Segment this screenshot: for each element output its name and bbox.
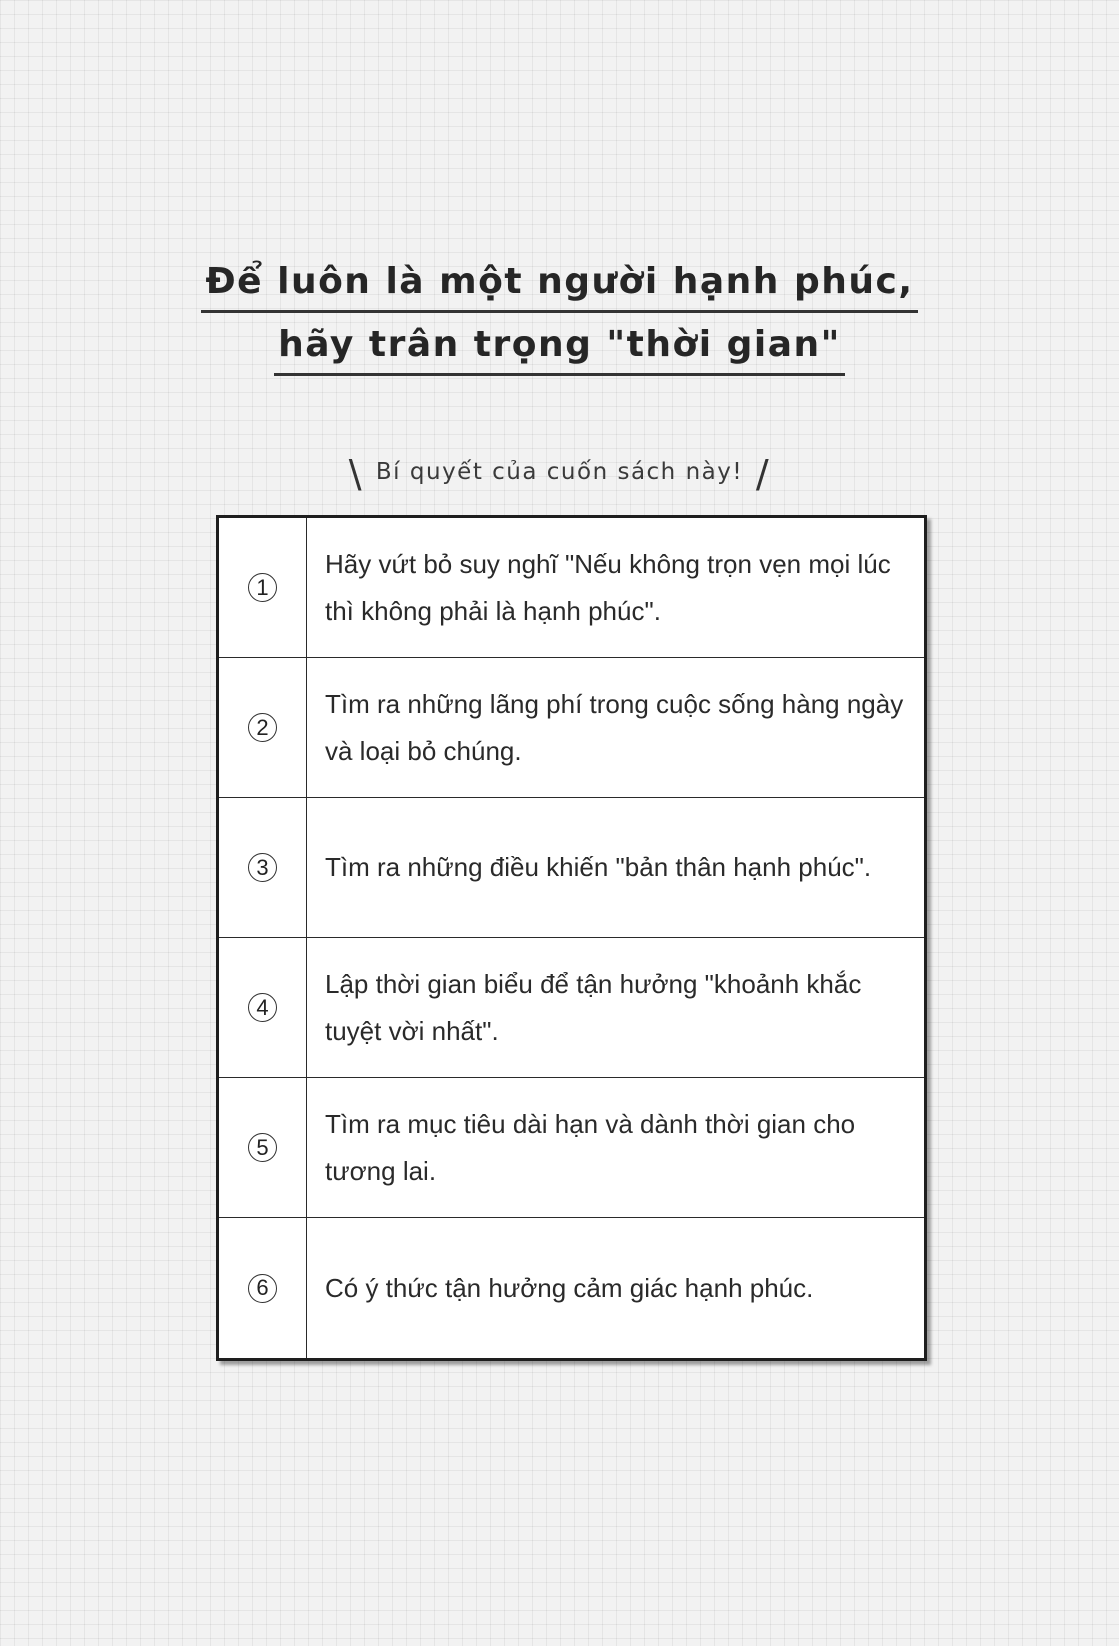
secret-text: Tìm ra những lãng phí trong cuộc sống hàng ngày và loại bỏ chúng. — [325, 688, 904, 766]
secret-text: Hãy vứt bỏ suy nghĩ "Nếu không trọn vẹn mọi lúc thì không phải là hạnh phúc". — [325, 548, 891, 626]
secret-row-6 — [219, 1218, 924, 1358]
circled-number-4: 4 — [248, 993, 277, 1022]
secret-text: Lập thời gian biểu để tận hưởng "khoảnh khắc tuyệt vời nhất". — [325, 968, 862, 1046]
secret-text-1 — [307, 518, 924, 657]
subtitle — [0, 452, 1119, 496]
secret-text: Có ý thức tận hưởng cảm giác hạnh phúc. — [325, 1272, 814, 1303]
secret-row-1 — [219, 518, 924, 658]
circled-number-1: 1 — [248, 573, 277, 602]
number-cell — [219, 798, 307, 937]
left-slash-mark: \ — [348, 452, 364, 496]
page-title — [0, 256, 1119, 382]
secret-row-5 — [219, 1078, 924, 1218]
right-slash-mark: / — [755, 452, 771, 496]
secret-text: Tìm ra những điều khiến "bản thân hạnh phúc". — [325, 852, 872, 882]
number-cell — [219, 938, 307, 1077]
title-line-1: Để luôn là một người hạnh phúc, — [201, 256, 917, 313]
secret-text: Tìm ra mục tiêu dài hạn và dành thời gian cho tương lai. — [325, 1108, 856, 1186]
number-cell — [219, 1078, 307, 1217]
secret-row-3 — [219, 798, 924, 938]
secret-text-4 — [307, 938, 924, 1077]
number-cell — [219, 1218, 307, 1358]
secret-text-2 — [307, 658, 924, 797]
subtitle-text: Bí quyết của cuốn sách này! — [375, 459, 744, 485]
secret-text-5 — [307, 1078, 924, 1217]
secret-row-2 — [219, 658, 924, 798]
circled-number-3: 3 — [248, 853, 277, 882]
secret-row-4 — [219, 938, 924, 1078]
secret-text-6 — [307, 1218, 924, 1358]
title-line-2: hãy trân trọng "thời gian" — [274, 319, 845, 376]
title-row-1 — [0, 256, 1119, 313]
circled-number-2: 2 — [248, 713, 277, 742]
number-cell — [219, 658, 307, 797]
secret-text-3 — [307, 798, 924, 937]
number-cell — [219, 518, 307, 657]
circled-number-6: 6 — [248, 1274, 277, 1303]
secrets-table — [216, 515, 927, 1361]
title-row-2 — [0, 319, 1119, 376]
circled-number-5: 5 — [248, 1133, 277, 1162]
